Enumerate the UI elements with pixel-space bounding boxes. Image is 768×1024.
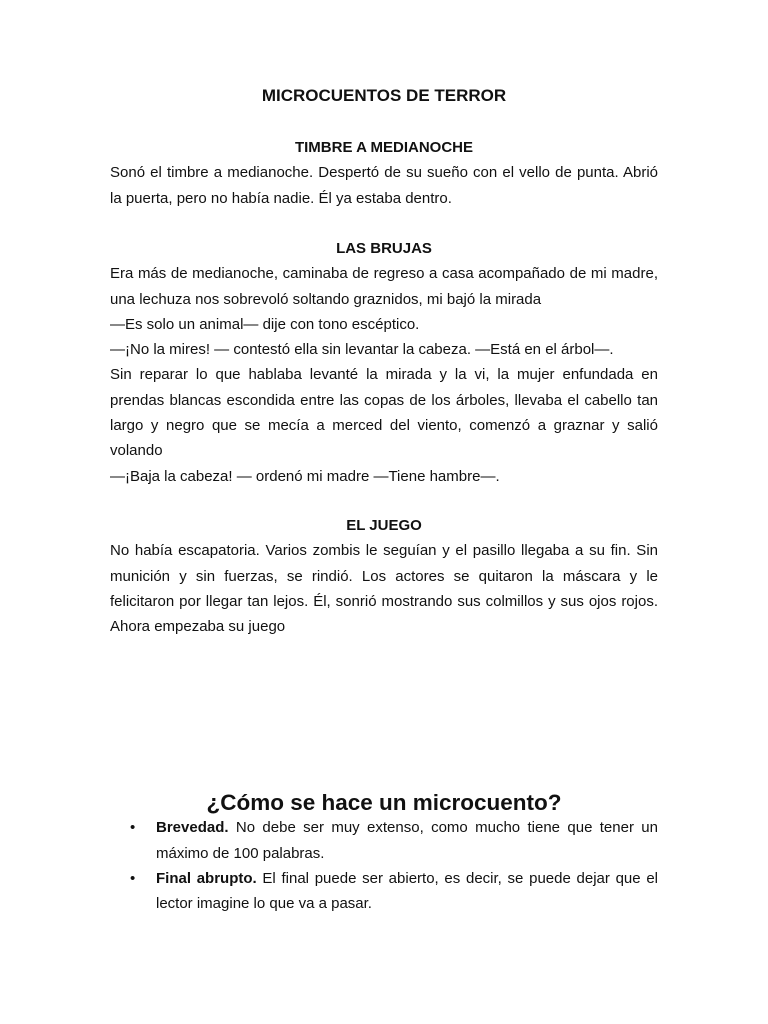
list-item [110,866,658,917]
story-title: LAS BRUJAS [336,240,432,257]
story-paragraph: —¡Baja la cabeza! — ordenó mi madre —Tiene hambre—. [110,467,500,485]
story-paragraph: Era más de medianoche, caminaba de regreso a casa acompañado de mi madre, una lechuza nos sobrevoló soltando graznidos, mi bajó la mirada [110,265,658,308]
tips-list [110,815,658,916]
tip-text: El final puede ser abierto, es decir, se puede dejar que el lector imagine lo que va a pasar. [156,869,659,913]
bullet-icon: • [130,819,136,837]
bullet-icon: • [130,869,136,887]
story-paragraph: Sin reparar lo que hablaba levanté la mirada y la vi, la mujer enfundada en prendas blancas escondida entre las copas de los árboles, llevaba el cabello tan largo y negro que se mecía a merced del viento, comenzó a graznar y salió volando [110,366,658,460]
story-paragraph: No había escapatoria. Varios zombis le seguían y el pasillo llegaba a su fin. Sin munición y sin fuerzas, se rindió. Los actores se quitaron la máscara y le felicitaron por llegar tan lejos. Él, sonrió mostrando sus colmillos y sus ojos rojos. Ahora empezaba su juego [110,542,658,636]
tip-term: Brevedad. [156,819,229,837]
story-el-juego [110,513,658,639]
list-item [110,815,658,866]
howto-title: ¿Cómo se hace un microcuento? [206,790,562,815]
tip-text: No debe ser muy extenso, como mucho tiene que tener un máximo de 100 palabras. [156,819,658,862]
story-paragraph: —¡No la mires! — contestó ella sin levantar la cabeza. —Está en el árbol—. [110,341,614,359]
story-title: TIMBRE A MEDIANOCHE [294,139,474,156]
document-title: MICROCUENTOS DE TERROR [261,86,507,105]
story-timbre-a-medianoche [110,135,658,211]
story-las-brujas [110,236,658,489]
story-paragraph: —Es solo un animal— dije con tono escéptico. [110,315,420,333]
howto-section [110,790,658,916]
tip-term: Final abrupto. [156,869,257,887]
story-title: EL JUEGO [346,517,422,534]
story-paragraph: Sonó el timbre a medianoche. Despertó de su sueño con el vello de punta. Abrió la puerta, pero no había nadie. Él ya estaba dentro. [110,164,658,207]
